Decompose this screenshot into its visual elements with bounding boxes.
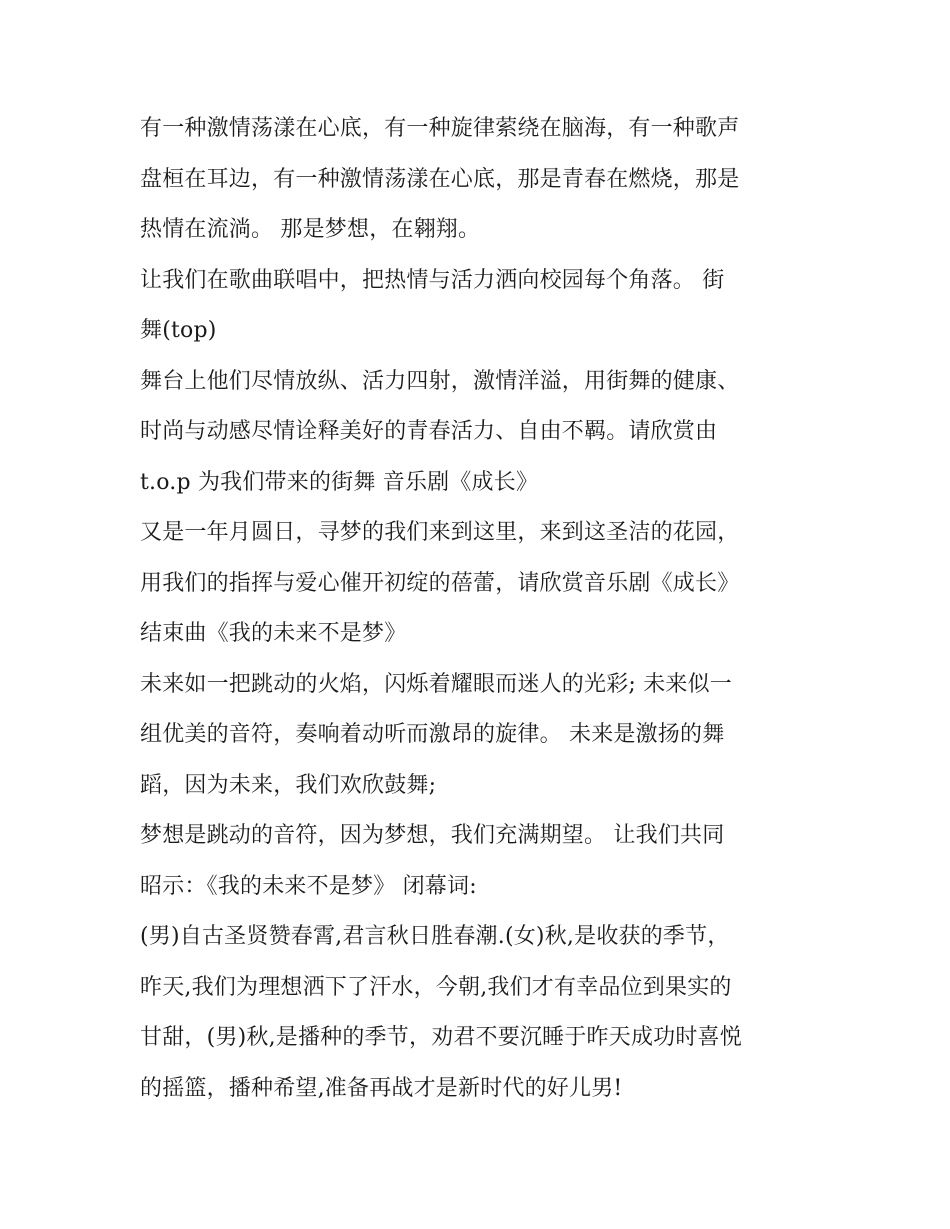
text-line: 舞(top) bbox=[140, 318, 217, 343]
text-line: 昭示：《我的未来不是梦》 闭幕词: bbox=[140, 873, 477, 899]
text-line: t.o.p 为我们带来的街舞 音乐剧《成长》 bbox=[140, 469, 539, 495]
text-line: 组优美的音符，奏响着动听而激昂的旋律。 未来是激扬的舞 bbox=[140, 722, 725, 747]
text-line: 又是一年月圆日，寻梦的我们来到这里，来到这圣洁的花园， bbox=[140, 520, 740, 545]
text-line: 盘桓在耳边，有一种激情荡漾在心底，那是青春在燃烧，那是 bbox=[140, 166, 740, 192]
text-line: 时尚与动感尽情诠释美好的青春活力、自由不羁。请欣赏由 bbox=[140, 419, 718, 444]
text-line: 热情在流淌。 那是梦想，在翱翔。 bbox=[140, 217, 481, 242]
text-line: 梦想是跳动的音符，因为梦想，我们充满期望。 让我们共同 bbox=[140, 823, 725, 848]
text-line: 蹈，因为未来，我们欢欣鼓舞; bbox=[140, 772, 437, 798]
text-line: 舞台上他们尽情放纵、活力四射，激情洋溢，用街舞的健康、 bbox=[140, 368, 740, 394]
text-line: 未来如一把跳动的火焰，闪烁着耀眼而迷人的光彩; 未来似一 bbox=[140, 671, 733, 697]
text-line: 用我们的指挥与爱心催开初绽的蓓蕾，请欣赏音乐剧《成长》 bbox=[140, 570, 740, 596]
text-line: 的摇篮，播种希望,准备再战才是新时代的好儿男! bbox=[140, 1075, 623, 1101]
text-line: 昨天,我们为理想洒下了汗水，今朝,我们才有幸品位到果实的 bbox=[140, 974, 732, 1000]
text-line: 让我们在歌曲联唱中，把热情与活力洒向校园每个角落。 街 bbox=[140, 267, 725, 293]
text-line: (男)自古圣贤赞春霄,君言秋日胜春潮.(女)秋,是收获的季节， bbox=[140, 924, 730, 949]
text-line: 有一种激情荡漾在心底，有一种旋律萦绕在脑海，有一种歌声 bbox=[140, 116, 740, 141]
text-line: 结束曲《我的未来不是梦》 bbox=[140, 621, 407, 646]
text-line: 甘甜，(男)秋,是播种的季节，劝君不要沉睡于昨天成功时喜悦 bbox=[140, 1025, 742, 1050]
body-text bbox=[140, 104, 830, 1114]
